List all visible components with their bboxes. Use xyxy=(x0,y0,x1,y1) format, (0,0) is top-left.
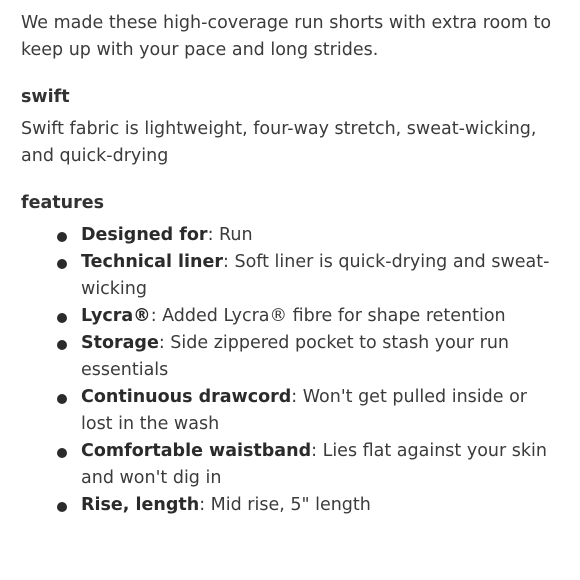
feature-description: : Run xyxy=(207,225,253,245)
feature-name: Comfortable waistband xyxy=(81,441,312,461)
intro-text: We made these high-coverage run shorts with extra room to keep up with your pace and long strides. xyxy=(21,13,552,60)
feature-description: : Lies flat against your skin and won't dig in xyxy=(81,441,547,488)
features-heading: features xyxy=(21,193,105,213)
bullet-icon xyxy=(57,313,67,323)
feature-item-storage xyxy=(21,330,561,384)
feature-item-comfortable-waistband xyxy=(21,438,561,492)
swift-description: Swift fabric is lightweight, four-way stretch, sweat-wicking, and quick-drying xyxy=(21,119,537,166)
feature-item-rise-length xyxy=(21,492,561,519)
bullet-icon xyxy=(57,232,67,242)
product-description xyxy=(21,10,561,519)
feature-name: Designed for xyxy=(81,225,208,245)
feature-description: : Mid rise, 5" length xyxy=(199,495,371,515)
bullet-icon xyxy=(57,259,67,269)
feature-description: : Soft liner is quick-drying and sweat-wicking xyxy=(81,252,550,299)
feature-item-technical-liner xyxy=(21,249,561,303)
feature-description: : Won't get pulled inside or lost in the wash xyxy=(81,387,527,434)
feature-item-continuous-drawcord xyxy=(21,384,561,438)
bullet-icon xyxy=(57,448,67,458)
feature-description: : Side zippered pocket to stash your run essentials xyxy=(81,333,510,380)
bullet-icon xyxy=(57,394,67,404)
feature-name: Continuous drawcord xyxy=(81,387,292,407)
feature-name: Technical liner xyxy=(81,252,223,272)
feature-name: Storage xyxy=(81,333,159,353)
feature-item-designed-for xyxy=(21,222,561,249)
feature-name: Rise, length xyxy=(81,495,200,515)
features-list xyxy=(21,222,561,519)
feature-item-lycra xyxy=(21,303,561,330)
bullet-icon xyxy=(57,340,67,350)
bullet-icon xyxy=(57,502,67,512)
feature-description: : Added Lycra® fibre for shape retention xyxy=(150,306,506,326)
feature-name: Lycra® xyxy=(81,306,151,326)
swift-heading: swift xyxy=(21,87,70,107)
